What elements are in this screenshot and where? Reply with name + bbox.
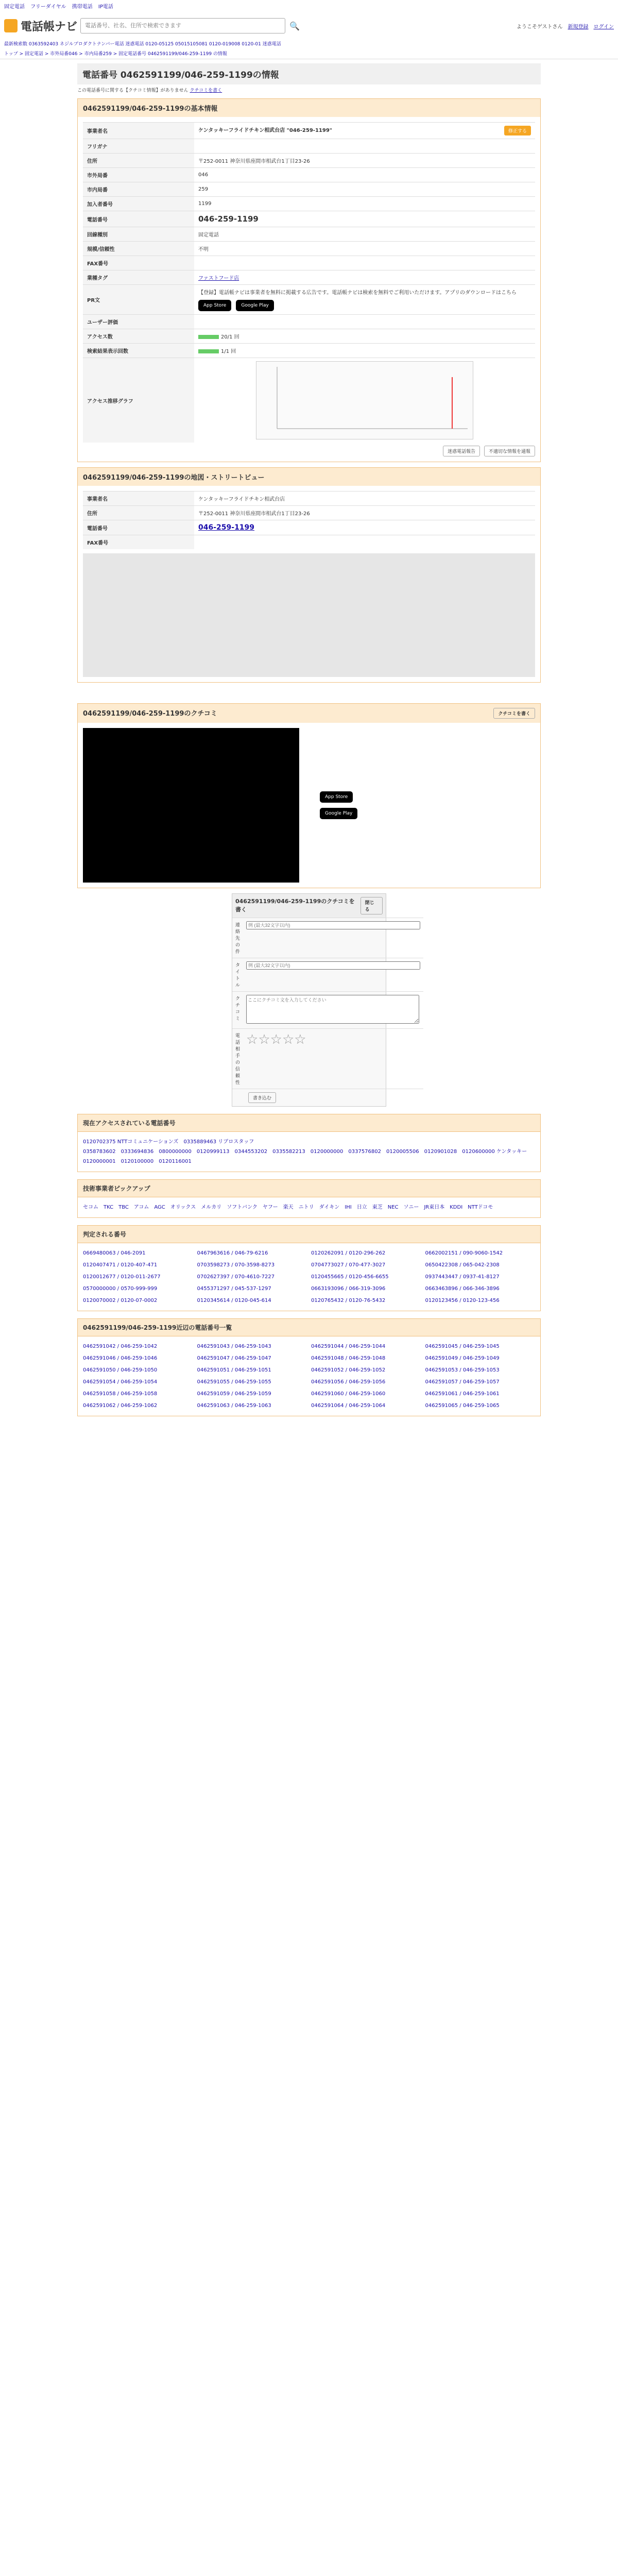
near-number-link[interactable]: 0462591060 / 046-259-1060 [311, 1391, 386, 1397]
access-link[interactable]: 0120000001 [83, 1159, 116, 1164]
appstore-button-2[interactable]: App Store [320, 791, 353, 803]
googleplay-button[interactable]: Google Play [236, 300, 273, 311]
search-icon[interactable]: 🔍 [289, 21, 300, 31]
number-link[interactable]: 0703598273 / 070-3598-8273 [197, 1262, 275, 1268]
access-link[interactable]: 0358783602 [83, 1149, 116, 1155]
name-input[interactable] [246, 921, 420, 929]
chart-svg [256, 362, 473, 439]
search-input[interactable] [80, 18, 285, 33]
breadcrumb[interactable]: トップ > 固定電話 > 市外局番046 > 市内局番259 > 固定電話番号 0462591199/046-259-1199 の情報 [0, 48, 618, 59]
pickup-link[interactable]: セコム [83, 1205, 98, 1210]
number-link[interactable]: 0120407471 / 0120-407-471 [83, 1262, 158, 1268]
near-number-link[interactable]: 0462591049 / 046-259-1049 [425, 1355, 500, 1361]
register-link[interactable]: 新規登録 [568, 24, 589, 30]
number-link[interactable]: 0937443447 / 0937-41-8127 [425, 1274, 500, 1280]
table-row: 電話番号 046-259-1199 [83, 520, 535, 535]
login-link[interactable]: ログイン [593, 24, 614, 30]
table-row: PR文 【登録】電話帳ナビは事業者を無料に掲載する広告です。電話帳ナビは検索を無料でご利用いただけます。アプリのダウンロードはこちら App Store Google Play [83, 285, 535, 315]
number-link[interactable]: 0120012677 / 0120-011-2677 [83, 1274, 161, 1280]
pickup-link[interactable]: メルカリ [201, 1205, 222, 1210]
write-review-link[interactable]: クチコミを書く [190, 88, 222, 93]
number-link[interactable]: 0120262091 / 0120-296-262 [311, 1250, 386, 1256]
nav-fixed[interactable]: 固定電話 [4, 4, 25, 10]
number-link[interactable]: 0455371297 / 045-537-1297 [197, 1286, 271, 1292]
review-form: 0462591199/046-259-1199のクチコミを書く 閉じる 連絡先の件 例 (最大32文字以内) タイトル 例 (最大32文字以内) クチコミ ここにクチコミ文を入力してください 電話相手の信頼性 ☆☆☆☆☆ 書き込む [232, 893, 386, 1107]
number-link[interactable]: 0570000000 / 0570-999-999 [83, 1286, 158, 1292]
pickup-link[interactable]: ソニー [403, 1205, 419, 1210]
page-title: 電話番号 0462591199/046-259-1199の情報 [77, 63, 541, 84]
table-row: 事業者名 ケンタッキーフライドチキン相武台店 [83, 492, 535, 506]
near-number-link[interactable]: 0462591047 / 046-259-1047 [197, 1355, 271, 1361]
table-row: 業種タグ ファストフード店 [83, 270, 535, 285]
star-icon[interactable]: ☆☆☆☆☆ [246, 1032, 306, 1047]
pickup-link[interactable]: ヤフー [262, 1205, 278, 1210]
map-view[interactable] [83, 553, 535, 677]
access-link[interactable]: 0335582213 [272, 1149, 305, 1155]
map-card [77, 467, 541, 683]
near-grid [77, 1336, 541, 1416]
access-link[interactable]: 0120999113 [196, 1149, 230, 1155]
write-kuchikomi-button[interactable]: クチコミを書く [493, 708, 535, 719]
table-row: ユーザー評価 [83, 315, 535, 329]
access-link[interactable]: 0120116001 [159, 1159, 192, 1164]
pickup-link[interactable]: AGC [154, 1205, 165, 1210]
pickup-link[interactable]: オリックス [170, 1205, 196, 1210]
edit-button[interactable]: 修正する [504, 126, 531, 135]
table-row: 加入者番号 1199 [83, 197, 535, 211]
body-textarea[interactable] [246, 995, 419, 1024]
access-link[interactable]: 0337576802 [348, 1149, 381, 1155]
table-row: FAX番号 [83, 256, 535, 270]
pickup-link[interactable]: ニトリ [298, 1205, 314, 1210]
access-title: 現在アクセスされている電話番号 [77, 1114, 541, 1132]
near-number-link[interactable]: 0462591043 / 046-259-1043 [197, 1344, 271, 1349]
table-row: アクセス推移グラフ [83, 358, 535, 443]
table-row: 市外局番 046 [83, 168, 535, 182]
access-link[interactable]: 0120600000 ケンタッキー [462, 1149, 527, 1155]
access-chart [256, 361, 473, 439]
near-number-link[interactable]: 0462591050 / 046-259-1050 [83, 1367, 158, 1373]
access-link[interactable]: 0333694836 [121, 1149, 154, 1155]
number-link[interactable]: 0120070002 / 0120-07-0002 [83, 1298, 158, 1303]
number-link[interactable]: 0120455665 / 0120-456-6655 [311, 1274, 389, 1280]
table-row: 事業者名 ケンタッキーフライドチキン相武台店 "046-259-1199" 修正する [83, 123, 535, 139]
kuchikomi-title: 0462591199/046-259-1199のクチコミ [83, 710, 217, 718]
near-number-link[interactable]: 0462591048 / 046-259-1048 [311, 1355, 386, 1361]
near-number-link[interactable]: 0462591063 / 046-259-1063 [197, 1403, 271, 1409]
near-number-link[interactable]: 0462591042 / 046-259-1042 [83, 1344, 158, 1349]
near-number-link[interactable]: 0462591052 / 046-259-1052 [311, 1367, 386, 1373]
number-link[interactable]: 0467963616 / 046-79-6216 [197, 1250, 268, 1256]
pickup-link[interactable]: 楽天 [283, 1205, 294, 1210]
pickup-link[interactable]: ダイキン [319, 1205, 340, 1210]
number-link[interactable]: 0663463896 / 066-346-3896 [425, 1286, 500, 1292]
kuchikomi-card [77, 703, 541, 888]
recent-ticker[interactable]: 最新検索数 0363592403 ネジルプロダクトナンバー電話 迷惑電話 0120-05125 05015105081 0120-019008 0120-01 迷惑電話 [4, 42, 281, 47]
access-link[interactable]: 0120000000 [310, 1149, 344, 1155]
report-button[interactable]: 迷惑電話報告 [443, 446, 480, 456]
number-link[interactable]: 0704773027 / 070-477-3027 [311, 1262, 386, 1268]
near-number-link[interactable]: 0462591059 / 046-259-1059 [197, 1391, 271, 1397]
number-link[interactable]: 0702627397 / 070-4610-7227 [197, 1274, 275, 1280]
video-panel[interactable] [83, 728, 299, 883]
near-number-link[interactable]: 0462591057 / 046-259-1057 [425, 1379, 500, 1385]
near-number-link[interactable]: 0462591058 / 046-259-1058 [83, 1391, 158, 1397]
basic-info-title: 0462591199/046-259-1199の基本情報 [78, 99, 540, 117]
pickup-link[interactable]: 東芝 [372, 1205, 383, 1210]
pickup-title: 技術事業者ピックアップ [77, 1179, 541, 1197]
number-link[interactable]: 0650422308 / 065-042-2308 [425, 1262, 500, 1268]
numbers-title: 判定される番号 [77, 1225, 541, 1243]
table-row: フリガナ [83, 139, 535, 154]
pickup-link[interactable]: KDDI [450, 1205, 463, 1210]
pickup-link[interactable]: JR東日本 [424, 1205, 445, 1210]
near-number-link[interactable]: 0462591046 / 046-259-1046 [83, 1355, 158, 1361]
top-nav [0, 0, 618, 12]
number-link[interactable]: 0663193096 / 066-319-3096 [311, 1286, 386, 1292]
header-links [517, 22, 614, 30]
greeting: ようこそゲストさん [516, 24, 563, 30]
pickup-link[interactable]: 日立 [356, 1205, 367, 1210]
pickup-link[interactable]: NEC [387, 1205, 399, 1210]
access-link[interactable]: 0120702375 NTTコミュニケーションズ [83, 1139, 179, 1145]
near-number-link[interactable]: 0462591065 / 046-259-1065 [425, 1403, 500, 1409]
nav-mobile[interactable]: 携帯電話 [72, 4, 93, 10]
near-number-link[interactable]: 0462591055 / 046-259-1055 [197, 1379, 271, 1385]
near-number-link[interactable]: 0462591053 / 046-259-1053 [425, 1367, 500, 1373]
logo-icon [4, 19, 18, 32]
near-number-link[interactable]: 0462591051 / 046-259-1051 [197, 1367, 271, 1373]
pickup-link[interactable]: アコム [133, 1205, 149, 1210]
access-link[interactable]: 0335889463 リブロスタッフ [183, 1139, 254, 1145]
flag-button[interactable]: 不適切な情報を通報 [484, 446, 535, 456]
close-button[interactable]: 閉じる [360, 897, 383, 914]
appstore-button[interactable]: App Store [198, 300, 231, 311]
number-link[interactable]: 0120345614 / 0120-045-614 [197, 1298, 271, 1303]
title-input[interactable] [246, 961, 420, 970]
pickup-link[interactable]: TBC [118, 1205, 129, 1210]
access-link[interactable]: 0120100000 [121, 1159, 154, 1164]
table-row: 電話番号 046-259-1199 [83, 211, 535, 227]
near-number-link[interactable]: 0462591056 / 046-259-1056 [311, 1379, 386, 1385]
access-link[interactable]: 0120005506 [386, 1149, 419, 1155]
subline: この電話番号に関する【クチコミ情報】がありません クチコミを書く [77, 88, 222, 93]
near-title: 0462591199/046-259-1199近辺の電話番号一覧 [77, 1318, 541, 1336]
table-row: 規模/信頼性 不明 [83, 242, 535, 256]
pickup-links [77, 1197, 541, 1218]
header [0, 12, 618, 39]
near-number-link[interactable]: 0462591064 / 046-259-1064 [311, 1403, 386, 1409]
access-link[interactable]: 0120901028 [424, 1149, 457, 1155]
table-row: アクセス数 20/1 回 [83, 329, 535, 344]
access-link[interactable]: 0800000000 [159, 1149, 192, 1155]
pickup-link[interactable]: ソフトバンク [227, 1205, 258, 1210]
googleplay-button-2[interactable]: Google Play [320, 808, 357, 819]
number-link[interactable]: 0120123456 / 0120-123-456 [425, 1298, 500, 1303]
map-info-table [83, 491, 535, 549]
basic-info-card [77, 98, 541, 462]
pickup-link[interactable]: NTTドコモ [468, 1205, 493, 1210]
near-number-link[interactable]: 0462591062 / 046-259-1062 [83, 1403, 158, 1409]
nav-free[interactable]: フリーダイヤル [30, 4, 66, 10]
basic-info-table [83, 122, 535, 443]
access-link[interactable]: 0344553202 [234, 1149, 268, 1155]
near-number-link[interactable]: 0462591054 / 046-259-1054 [83, 1379, 158, 1385]
near-number-link[interactable]: 0462591061 / 046-259-1061 [425, 1391, 500, 1397]
site-logo[interactable]: 電話帳ナビ [21, 20, 78, 33]
table-row: 住所 〒252-0011 神奈川県座間市相武台1丁目23-26 [83, 506, 535, 520]
nav-ip[interactable]: IP電話 [98, 4, 113, 10]
access-links [77, 1132, 541, 1172]
submit-button[interactable]: 書き込む [248, 1092, 276, 1103]
near-number-link[interactable]: 0462591044 / 046-259-1044 [311, 1344, 386, 1349]
pickup-link[interactable]: TKC [104, 1205, 114, 1210]
number-link[interactable]: 0120765432 / 0120-76-5432 [311, 1298, 386, 1303]
map-title: 0462591199/046-259-1199の地図・ストリートビュー [78, 468, 540, 486]
near-number-link[interactable]: 0462591045 / 046-259-1045 [425, 1344, 500, 1349]
pickup-link[interactable]: IHI [345, 1205, 352, 1210]
table-row: 市内局番 259 [83, 182, 535, 197]
table-row: 住所 〒252-0011 神奈川県座間市相武台1丁目23-26 [83, 154, 535, 168]
table-row: 検索結果表示回数 1/1 回 [83, 344, 535, 358]
number-link[interactable]: 0662002151 / 090-9060-1542 [425, 1250, 503, 1256]
table-row: FAX番号 [83, 535, 535, 550]
table-row: 回線種別 固定電話 [83, 227, 535, 242]
number-link[interactable]: 0669480063 / 046-2091 [83, 1250, 146, 1256]
numbers-grid [77, 1243, 541, 1311]
